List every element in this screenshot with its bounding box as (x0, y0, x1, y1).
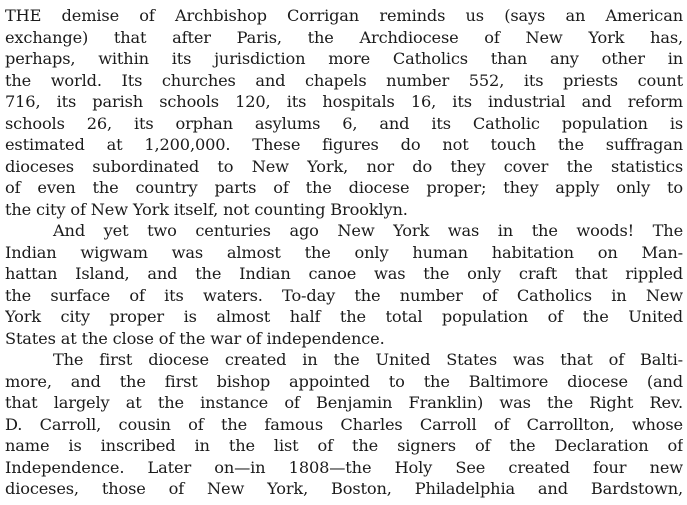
text-line: States at the close of the war of independence. (5, 328, 385, 348)
text-line: name is inscribed in the list of the signers of the Declaration of (5, 436, 683, 455)
text-line: Indian wigwam was almost the only human habitation on Man- (5, 242, 683, 262)
text-line: 716, its parish schools 120, its hospitals 16, its industrial and reform (5, 92, 683, 111)
text-line: THE demise of Archbishop Corrigan reminds us (says an American (5, 6, 683, 25)
text-line: dioceses subordinated to New York, nor do they cover the statistics (5, 156, 683, 176)
text-line: of even the country parts of the diocese proper; they apply only to (5, 178, 683, 197)
newspaper-column (5, 5, 683, 503)
text-line: estimated at 1,200,000. These figures do not touch the suffragan (5, 135, 683, 154)
text-line: schools 26, its orphan asylums 6, and its Catholic population is (5, 113, 683, 133)
text-line: York city proper is almost half the total population of the United (5, 307, 683, 326)
text-line: more, and the first bishop appointed to the Baltimore diocese (and (5, 371, 683, 391)
text-line: hattan Island, and the Indian canoe was the only craft that rippled (5, 264, 683, 283)
text-line: that largely at the instance of Benjamin Franklin) was the Right Rev. (5, 393, 683, 412)
text-line: Independence. Later on—in 1808—the Holy See created four new (5, 457, 683, 477)
text-line: exchange) that after Paris, the Archdiocese of New York has, (5, 27, 683, 47)
text-line: And yet two centuries ago New York was in the woods! The (53, 221, 683, 240)
text-line: dioceses, those of New York, Boston, Philadelphia and Bardstown, (5, 479, 683, 498)
text-line: perhaps, within its jurisdiction more Catholics than any other in (5, 49, 683, 68)
text-line: the world. Its churches and chapels number 552, its priests count (5, 70, 683, 90)
text-line: the city of New York itself, not counting Brooklyn. (5, 199, 408, 219)
text-line: The first diocese created in the United States was that of Balti- (53, 350, 683, 369)
text-line: D. Carroll, cousin of the famous Charles Carroll of Carrollton, whose (5, 414, 683, 434)
text-line: the surface of its waters. To-day the number of Catholics in New (5, 285, 683, 305)
